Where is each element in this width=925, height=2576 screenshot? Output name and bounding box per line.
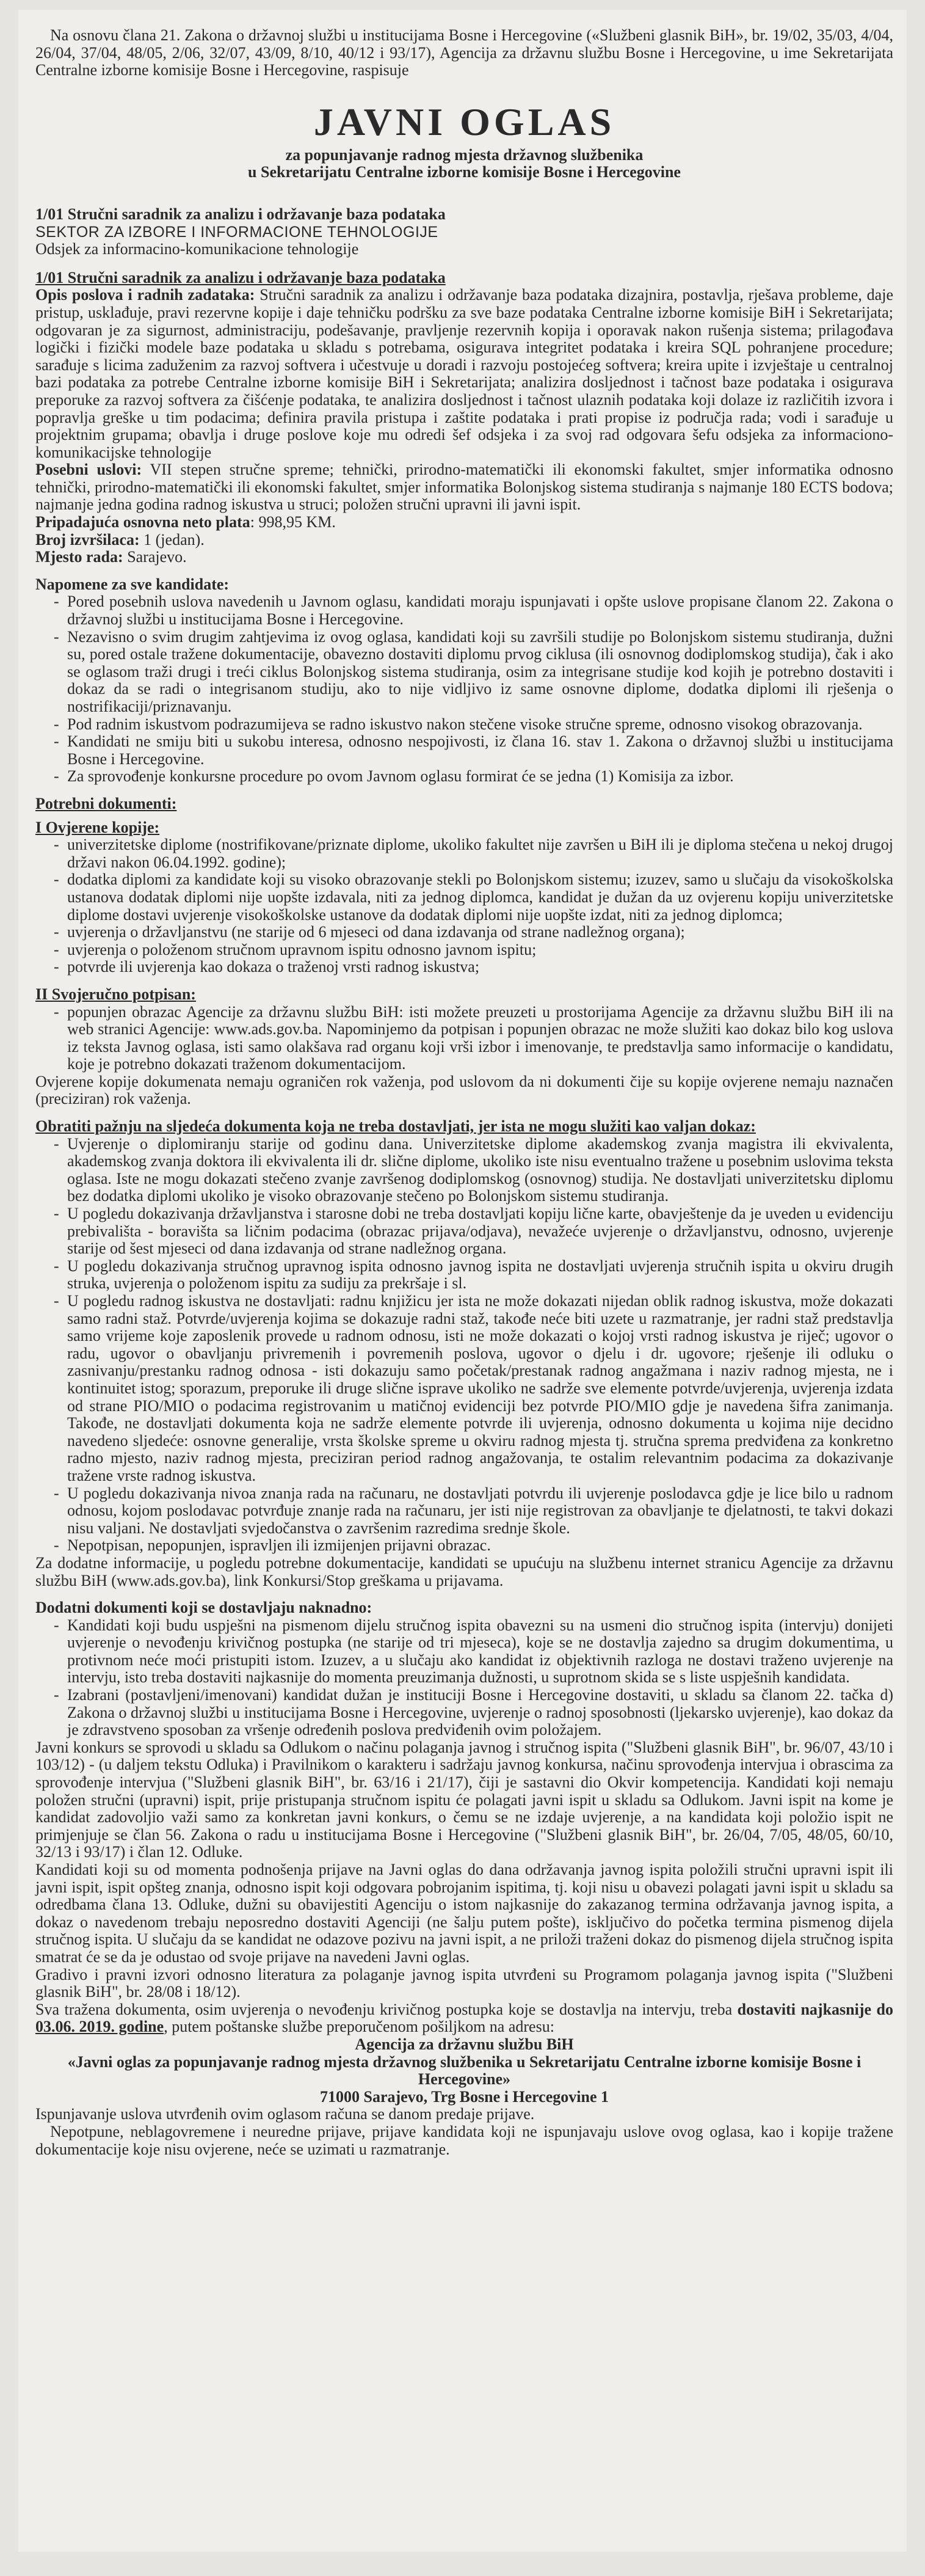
info-note: Za dodatne informacije, u pogledu potrebne dokumentacije, kandidati se upućuju na službenu internet stranicu Agencije za državnu službu BiH (www.ads.gov.ba), link Konkursi/Stop greškama u prijavama. bbox=[35, 1553, 893, 1589]
position-sector: SEKTOR ZA IZBORE I INFORMACIONE TEHNOLOGIJE bbox=[35, 223, 438, 241]
procedure-paragraph-1: Javni konkurs se sprovodi u skladu sa Odlukom o načinu polaganja javnog i stručnog ispita ("Službeni glasnik BiH", br. 96/07, 43/10 i 103/12) - (u daljem tekstu Odluka) i Pravilnikom o karakteru i sadržaju javnog konkursa, načinu sprovođenja intervjua i obrascima za sprovođenje intervjua ("Službeni glasnik BiH", br. 63/16 i 21/17), čiji je sastavni dio Okvir kompetencija. Kandidati koji nemaju položen stručni (upravni) ispit, prije pristupanja stručnom ispitu će polagati javni ispit u skladu sa Odlukom. Javni ispit na kome je kandidat zadovoljio važi samo za konkretan javni konkurs, o čemu se ne izdaje uvjerenje, a na kandidata koji položio ispit ne primjenjuje se član 56. Zakona o radu u institucijama Bosne i Hercegovine ("Službeni glasnik BiH", br. 26/04, 7/05, 48/05, 60/10, 32/13 i 93/17) i član 12. Odluke. bbox=[35, 1738, 893, 1861]
location-value: Sarajevo. bbox=[123, 548, 187, 566]
location-label: Mjesto rada: bbox=[35, 548, 123, 566]
deadline-bold: dostaviti najkasnije do bbox=[737, 2000, 893, 2018]
warning-heading: Obratiti pažnju na sljedeća dokumenta koja ne treba dostavljati, jer ista ne mogu služiti kao valjan dokaz: bbox=[35, 1117, 756, 1136]
list-item: - U pogledu dokazivanja nivoa znanja rada na računaru, ne dostavljati potvrdu ili uvjerenje poslodavca gdje je lice bilo u radnom odnosu, kojom poslodavac potvrđuje znanje rada na računaru, jer isti nije registrovan za obavljanje te djelatnosti, te takvi dokazi nisu valjani. Ne dostavljati svjedočanstva o završenim razredima srednje škole. bbox=[54, 1485, 893, 1538]
validity-note: Ovjerene kopije dokumenata nemaju ograničen rok važenja, pod uslovom da ni dokumenti čije su kopije ovjerene nemaju naznačen (preciziran) rok važenja. bbox=[35, 1072, 893, 1108]
list-item: - potvrde ili uvjerenja kao dokaza o traženoj vrsti radnog iskustva; bbox=[54, 958, 893, 976]
list-item: - Kandidati ne smiju biti u sukobu interesa, odnosno nespojivosti, iz člana 16. stav 1. Zakona o državnoj službi u institucijama Bosne i Hercegovine. bbox=[54, 733, 893, 768]
warning-list bbox=[35, 1136, 893, 1555]
list-item: - dodatka diplomi za kandidate koji su visoko obrazovanje stekli po Bolonjskom sistemu; izuzev, samo u slučaju da visokoškolska ustanova dodatak diplomi nije uopšte izdavala, niti za jednog diplomca, kandidat je dužan da uz ovjerenu kopiju univerzitetske diplome dostavi uvjerenje visokoškolske ustanove da dodatak diplomi nije uopšte izdat, niti za jednog diplomca; bbox=[54, 871, 893, 924]
list-item: - Za sprovođenje konkursne procedure po ovom Javnom oglasu formirat će se jedna (1) Komisija za izbor. bbox=[54, 768, 893, 786]
address-line2: «Javni oglas za popunjavanje radnog mjesta državnog službenika u Sekretarijatu Centralne izborne komisije Bosne i Hercegovine» bbox=[67, 2052, 862, 2089]
position-heading: 1/01 Stručni saradnik za analizu i održavanje baza podataka bbox=[35, 268, 446, 286]
list-item: - Nezavisno o svim drugim zahtjevima iz ovog oglasa, kandidati koji su završili studije po Bolonjskom sistemu studiranja, dužni su, pored ostale tražene dokumentacije, obavezno dostaviti diplomu prvog ciklusa (ili osnovnog dodiplomskog studija), čak i ako se oglasom traži drugi i treći ciklus Bolonjskog sistema studiranja, osim za integrisane studije kod kojih je potrebno dostaviti i dokaz da se radi o integrisanom studiju, ako to nije vidljivo iz same osnovne diplome, dodatka diplomi ili rješenja o nostrifikaciji/priznavanju. bbox=[54, 629, 893, 716]
deadline-paragraph bbox=[35, 2001, 893, 2036]
list-item: - uvjerenja o državljanstvu (ne starije od 6 mjeseci od dana izdavanja od strane nadležnog organa); bbox=[54, 924, 893, 941]
deadline-text-pre: Sva tražena dokumenta, osim uvjerenja o nevođenju krivičnog postupka koje se dostavlja na intervju, treba bbox=[35, 2000, 738, 2018]
salary-value: : 998,95 KM. bbox=[250, 513, 336, 531]
closing-paragraph-2: Nepotpune, neblagovremene i neuredne prijave, prijave kandidata koji ne ispunjavaju uslove ovog oglasa, kao i kopije tražene dokumentacije koje nisu ovjerene, neće se uzimati u razmatranje. bbox=[35, 2122, 893, 2158]
position-location bbox=[35, 549, 893, 566]
reverse-side-bleed-through bbox=[55, 2536, 879, 2548]
position-summary bbox=[35, 206, 893, 258]
position-count bbox=[35, 531, 893, 549]
intro-paragraph: Na osnovu člana 21. Zakona o državnoj službi u institucijama Bosne i Hercegovine («Službeni glasnik BiH», br. 19/02, 35/03, 4/04, 26/04, 37/04, 48/05, 2/06, 32/07, 43/09, 8/10, 40/12 i 93/17), Agencija za državnu službu Bosne i Hercegovine, u ime Sekretarijata Centralne izborne komisije Bosne i Hercegovine, raspisuje bbox=[35, 26, 893, 79]
position-salary bbox=[35, 514, 893, 531]
position-duties bbox=[35, 286, 893, 461]
conditions-text: VII stepen stručne spreme; tehnički, prirodno-matematički ili ekonomski fakultet, smjer informatika odnosno tehnički, prirodno-matematički ili ekonomski fakultet, smjer informatika Bolonjskog sistema studiranja s najmanje 180 ECTS bodova; najmanje jedna godina radnog iskustva u struci; položen stručni upravni ili javni ispit. bbox=[35, 461, 893, 514]
procedure-paragraph-2: Kandidati koji su od momenta podnošenja prijave na Javni oglas do dana održavanja javnog ispita položili stručni upravni ispit ili javni ispit, ispit opšteg znanja, odnosno ispit koji odgovara pobrojanim ispitima, tj. koji nisu u obavezi polagati javni ispit u skladu sa odredbama člana 13. Odluke, dužni su obavijestiti Agenciju o istom najkasnije do zakazanog termina održavanja javnog ispita, a dokaz o navedenom trebaju neposredno dostaviti Agenciji (ne šalju putem pošte), isključivo do početka termina pismenog dijela stručnog ispita. U slučaju da se kandidat ne odazove pozivu na javni ispit, a ne priloži traženi dokaz do pismenog dijela stručnog ispita smatrat će se da je odustao od svoje prijave na navedeni Javni oglas. bbox=[35, 1861, 893, 1966]
procedure-paragraph-3: Gradivo i pravni izvori odnosno literatura za polaganje javnog ispita utvrđeni su Programom polaganja javnog ispita ("Službeni glasnik BiH", br. 28/08 i 18/12). bbox=[35, 1965, 893, 2001]
list-item: - popunjen obrazac Agencije za državnu službu BiH: isti možete preuzeti u prostorijama Agencije za državnu službu BiH ili na web stranici Agencije: www.ads.gov.ba. Napominjemo da potpisan i popunjen obrazac ne može služiti kao dokaz bilo kog uslova iz teksta Javnog oglasa, isti samo olakšava rad organu koji vrši izbor i imenovanje, te predstavlja samo informacije o kandidatu, koje je potrebno dokazati traženom dokumentacijom. bbox=[54, 1004, 893, 1073]
list-item: - U pogledu dokazivanja državljanstva i starosne dobi ne treba dostavljati kopiju lične karte, obavještenje da je uveden u evidenciju prebivališta - boravišta sa ličnim podacima (obrazac prijava/odjava), nevažeće uvjerenje o državljanstvu, odnosno, uvjerenje starije od šest mjeseci od dana izdavanja od strane nadležnog organa. bbox=[54, 1205, 893, 1258]
position-conditions bbox=[35, 461, 893, 514]
count-value: 1 (jedan). bbox=[139, 530, 205, 549]
list-item: - U pogledu radnog iskustva ne dostavljati: radnu knjižicu jer ista ne može dokazati nijedan oblik radnog iskustva, može dokazati samo radni staž. Potvrde/uvjerenja kojima se dokazuje radni staž, takođe neće biti uzete u razmatranje, jer radni staž predstavlja samo vrijeme koje zaposlenik provede u radnom odnosu, isti ne može dokazati o kojoj vrsti radnog iskustva je riječ; ugovor o radu, ugovor o obavljanju privremenih i povremenih poslova, ugovor o djelu i dr. ugovore; rješenje ili odluku o zasnivanju/prestanku radnog odnosa - isti dokazuju samo početak/prestanak radnog angažmana i naziv radnog mjesta, ne i kontinuitet istog; sporazum, preporuke ili druge slične isprave ukoliko ne sadrže sve elemente potvrde/uvjerenja, uvjerenja izdata od strane PIO/MIO o podacima registrovanim u matičnoj evidenciji bez potvrde PIO/MIO gdje je navedena šifra zanimanja. Takođe, ne dostavljati dokumenta koja ne sadrže elemente potvrde ili uvjerenja, odnosno dokumenta u kojima nije decidno navedeno sljedeće: osnovne generalije, vrsta školske spreme u okviru radnog mjesta tj. stručna sprema predviđena za konkretno radno mjesto, naziv radnog mjesta, preciziran period radnog angažovanja, te ostalim relevantnim podacima za dokazivanje tražene vrste radnog iskustva. bbox=[54, 1293, 893, 1485]
count-label: Broj izvršilaca: bbox=[35, 530, 140, 549]
ad-title: JAVNI OGLAS bbox=[313, 100, 615, 144]
position-code-title: 1/01 Stručni saradnik za analizu i održavanje baza podataka bbox=[35, 205, 446, 223]
certified-heading: I Ovjerene kopije: bbox=[35, 818, 160, 836]
ad-subtitle-line2: u Sekretarijatu Centralne izborne komisije Bosne i Hercegovine bbox=[248, 163, 681, 181]
list-item: - uvjerenja o položenom stručnom upravnom ispitu odnosno javnom ispitu; bbox=[54, 941, 893, 959]
self-signed-heading: II Svojeručno potpisan: bbox=[35, 985, 196, 1003]
list-item: - Izabrani (postavljeni/imenovani) kandidat dužan je instituciji Bosne i Hercegovine dostaviti, u skladu sa članom 22. tačka d) Zakona o državnoj službi u institucijama Bosne i Hercegovine, uvjerenje o radnoj sposobnosti (ljekarsko uvjerenje), kao dokaz da je zdravstveno sposoban za vršenje određenih poslova predviđenih ovim položajem. bbox=[54, 1687, 893, 1739]
closing-paragraph-1: Ispunjavanje uslova utvrđenih ovim oglasom računa se danom predaje prijave. bbox=[35, 2105, 535, 2123]
list-item: - Pod radnim iskustvom podrazumijeva se radno iskustvo nakon stečene visoke stručne spreme, odnosno visokog obrazovanja. bbox=[54, 716, 893, 734]
documents-heading: Potrebni dokumenti: bbox=[35, 794, 177, 812]
list-item: - univerzitetske diplome (nostrifikovane/priznate diplome, ukoliko fakultet nije završen u BiH ili je diploma stečena u nekoj drugoj državi nakon 06.04.1992. godine); bbox=[54, 836, 893, 871]
address-line3: 71000 Sarajevo, Trg Bosne i Hercegovine 1 bbox=[319, 2087, 609, 2106]
ad-subtitle-line1: za popunjavanje radnog mjesta državnog službenika bbox=[285, 145, 644, 164]
self-signed-list bbox=[35, 1004, 893, 1073]
certified-list bbox=[35, 836, 893, 976]
deadline-date: 03.06. 2019. godine bbox=[35, 2018, 164, 2036]
notes-list bbox=[35, 593, 893, 786]
deadline-text-post: , putem poštanske službe preporučenom pošiljkom na adresu: bbox=[164, 2018, 554, 2036]
notes-heading: Napomene za sve kandidate: bbox=[35, 575, 230, 593]
list-item: - Kandidati koji budu uspješni na pismenom dijelu stručnog ispita obavezni su na usmeni dio stručnog ispita (intervju) donijeti uvjerenje o nevođenju krivičnog postupka (ne starije od tri mjeseca), koje se ne dostavlja zajedno sa drugim dokumentima, u protivnom neće moći pristupiti istom. Izuzev, a u slučaju ako kandidat iz objektivnih razloga ne dostavi traženo uvjerenje na intervju, isto treba dostaviti najkasnije do momenta preuzimanja dužnosti, u suprotnom skida se s liste uspješnih kandidata. bbox=[54, 1617, 893, 1687]
additional-list bbox=[35, 1617, 893, 1739]
address-line1: Agencija za državnu službu BiH bbox=[355, 2035, 574, 2053]
duties-label: Opis poslova i radnih zadataka: bbox=[35, 286, 255, 304]
additional-heading: Dodatni dokumenti koji se dostavljaju naknadno: bbox=[35, 1599, 372, 1617]
list-item: - Nepotpisan, nepopunjen, ispravljen ili izmijenjen prijavni obrazac. bbox=[54, 1537, 893, 1555]
position-department: Odsjek za informacino-komunikacione tehnologije bbox=[35, 240, 359, 258]
list-item: - Uvjerenje o diplomiranju starije od godinu dana. Univerzitetske diplome akademskog zvanja magistra ili ekvivalenta, akademskog zvanja doktora ili ekvivalenta ili dr. slične diplome, ukoliko iste nisu eventualno tražene u posebnim uslovima teksta oglasa. Iste ne mogu dokazati stečeno zvanje završenog dodiplomskog (osnovnog) studija. Ne dostavljati univerzitetsku diplomu bez dodatka diplomi ukoliko je visoko obrazovanje stečeno po Bolonjskom sistemu studiranja. bbox=[54, 1136, 893, 1205]
salary-label: Pripadajuća osnovna neto plata bbox=[35, 513, 250, 531]
conditions-label: Posebni uslovi: bbox=[35, 461, 142, 479]
newspaper-page bbox=[18, 10, 907, 2552]
duties-text: Stručni saradnik za analizu i održavanje baza podataka dizajnira, postavlja, rješava probleme, daje pristup, usklađuje, pravi rezervne kopije i daje tehničku podršku za sve baze podataka Centralne izborne komisije BiH i Sekretarijata; odgovaran je za sigurnost, administraciju, podešavanje, pravljenje rezervnih kopija i oporavak nakon rušenja sistema; prilagođava logički i fizički modele baze podataka u skladu s potrebama, osigurava integritet podataka i kreira SQL pohranjene procedure; sarađuje s licima zaduženim za razvoj softvera i učestvuje u doradi i razvoju postojećeg softvera; kreira upite i izvještaje u centralnoj bazi podataka za potrebe Centralne izborne komisije BiH i Sekretarijata; analizira dosljednost i tačnost baze podataka i osigurava preporuke za razvoj softvera za čišćenje podataka, te analizira dosljednost i tačnost ulaznih podataka koji dolaze iz različitih izvora i popravlja greške u tim podacima; definira pravila pristupa i zaštite podataka i prati propise iz područja rada; vodi i sarađuje u projektnim grupama; obavlja i druge poslove koje mu odredi šef odsjeka i za svoj rad odgovara šefu odsjeka za informaciono-komunikacijske tehnologije bbox=[35, 286, 893, 461]
list-item: - U pogledu dokazivanja stručnog upravnog ispita odnosno javnog ispita ne dostavljati uvjerenja stručnih ispita u okviru drugih struka, uvjerenja o položenom ispitu za sudiju za prekršaje i sl. bbox=[54, 1258, 893, 1293]
list-item: - Pored posebnih uslova navedenih u Javnom oglasu, kandidati moraju ispunjavati i opšte uslove propisane članom 22. Zakona o državnoj službi u institucijama Bosne i Hercegovine. bbox=[54, 593, 893, 628]
